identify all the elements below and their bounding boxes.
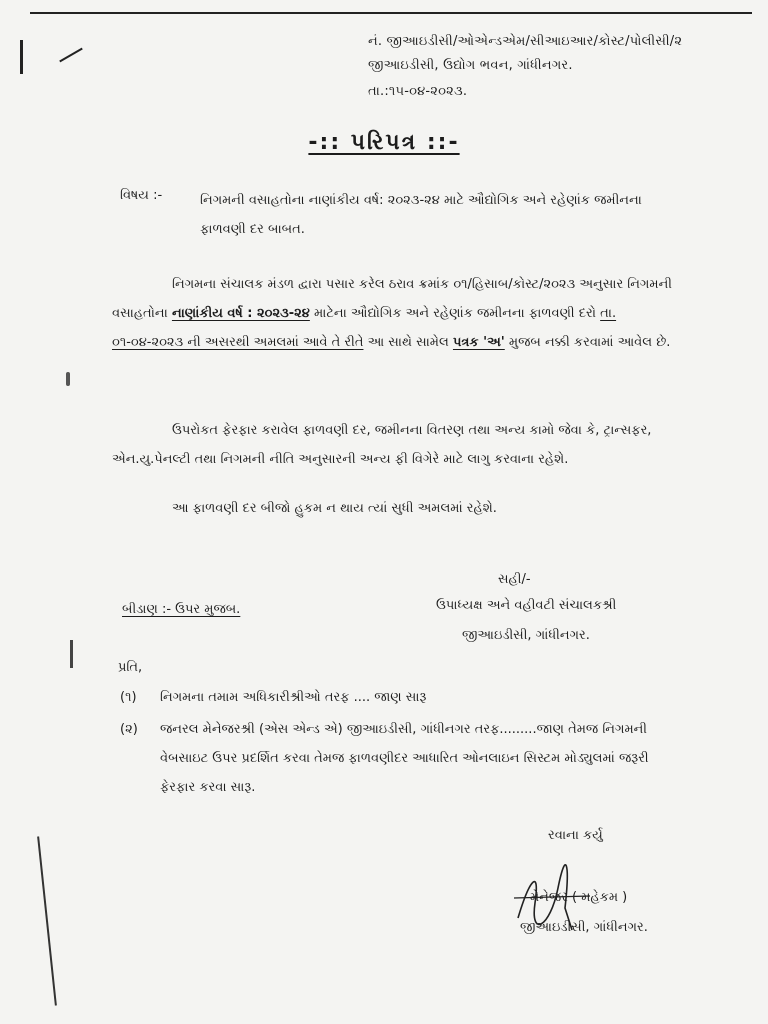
handwritten-signature-scribble bbox=[510, 858, 600, 938]
para1-text-b: માટેના ઔદ્યોગિક અને રહેણાંક જમીનના ફાળવણી દરો bbox=[309, 306, 601, 321]
top-border-line bbox=[30, 12, 752, 14]
recipient-1-text: નિગમના તમામ અધિકારીશ્રીઓ તરફ .... જાણ સારૂ bbox=[160, 690, 427, 705]
subject-label: વિષય :- bbox=[120, 188, 163, 203]
recipient-2-text: જનરલ મેનેજરશ્રી (એસ એન્ડ એ) જીઆઇડીસી, ગાંધીનગર તરફ.........જાણ તેમજ નિગમની વેબસાઇટ ઉપર પ્રદર્શિત કરવા તેમજ ફાળવણીદર આધારિત ઓનલાઇન સિસ્ટમ મોડ્યુલમાં જરૂરી ફેરફાર કરવા સારૂ. bbox=[160, 722, 649, 795]
dispatch-officer: મેનેજર ( મહેકમ ) bbox=[530, 890, 628, 905]
paragraph-resolution bbox=[112, 270, 672, 357]
paragraph-applicability: ઉપરોકત ફેરફાર કરાવેલ ફાળવણી દર, જમીનના વિતરણ તથા અન્ય કામો જેવા કે, ટ્રાન્સફર, એન.યુ.પેનલ્ટી તથા નિગમની નીતિ અનુસારની અન્ય ફી વિગેરે માટે લાગુ કરવાના રહેશે. bbox=[112, 423, 652, 467]
scan-mark-dash bbox=[59, 48, 83, 63]
punch-hole-mark-1 bbox=[66, 372, 70, 386]
issuer-address: જીઆઇડીસી, ઉદ્યોગ ભવન, ગાંધીનગર. bbox=[368, 58, 573, 73]
punch-hole-mark-2 bbox=[70, 640, 73, 668]
patrak-reference: પત્રક 'અ' bbox=[452, 335, 505, 350]
para1-text-c: આ સાથે સામેલ bbox=[363, 335, 453, 350]
para1-text-d: મુજબ નક્કી કરવામાં આવેલ છે. bbox=[504, 335, 671, 350]
signature-sahi: સહી/- bbox=[498, 572, 531, 587]
recipient-2-number: (૨) bbox=[120, 722, 138, 737]
issue-date: તા.:૧૫-૦૪-૨૦૨૩. bbox=[368, 84, 468, 99]
dispatch-label: રવાના કર્યુ bbox=[548, 828, 603, 843]
reference-number: નં. જીઆઇડીસી/ઓએન્ડએમ/સીઆઇઆર/કોસ્ટ/પોલીસી/૨ bbox=[368, 34, 683, 49]
signatory-designation: ઉપાધ્યક્ષ અને વહીવટી સંચાલકશ્રી bbox=[436, 598, 617, 613]
paragraph-validity: આ ફાળવણી દર બીજો હુકમ ન થાય ત્યાં સુધી અમલમાં રહેશે. bbox=[172, 501, 497, 516]
scan-mark-top-left bbox=[20, 40, 23, 74]
signatory-place: જીઆઇડીસી, ગાંધીનગર. bbox=[462, 628, 590, 643]
document-title: -:: પરિપત્ર ::- bbox=[308, 130, 460, 155]
subject-text: નિગમની વસાહતોના નાણાંકીય વર્ષ: ૨૦૨૩-૨૪ માટે ઔદ્યોગિક અને રહેણાંક જમીનના ફાળવણી દર બાબત. bbox=[200, 193, 642, 237]
prati-label: પ્રતિ, bbox=[118, 660, 143, 675]
dispatch-place: જીઆઇડીસી, ગાંધીનગર. bbox=[520, 920, 648, 935]
enclosure-note: બીડાણ :- ઉપર મુજબ. bbox=[122, 602, 241, 617]
scan-edge-line bbox=[37, 836, 57, 1005]
recipient-1-number: (૧) bbox=[120, 690, 137, 705]
financial-year-highlight: નાણાંકીય વર્ષ : ૨૦૨૩-૨૪ bbox=[171, 306, 310, 321]
document-title-wrap bbox=[0, 130, 768, 155]
effective-date-highlight: તા. ૦૧-૦૪-૨૦૨૩ ની અસરથી અમલમાં આવે તે રીતે bbox=[112, 306, 617, 350]
para1-text-a: નિગમના સંચાલક મંડળ દ્વારા પસાર કરેલ ઠરાવ ક્રમાંક ૦૧/હિસાબ/કોસ્ટ/૨૦૨૩ અનુસાર નિગમની વસાહતોના bbox=[112, 277, 672, 321]
